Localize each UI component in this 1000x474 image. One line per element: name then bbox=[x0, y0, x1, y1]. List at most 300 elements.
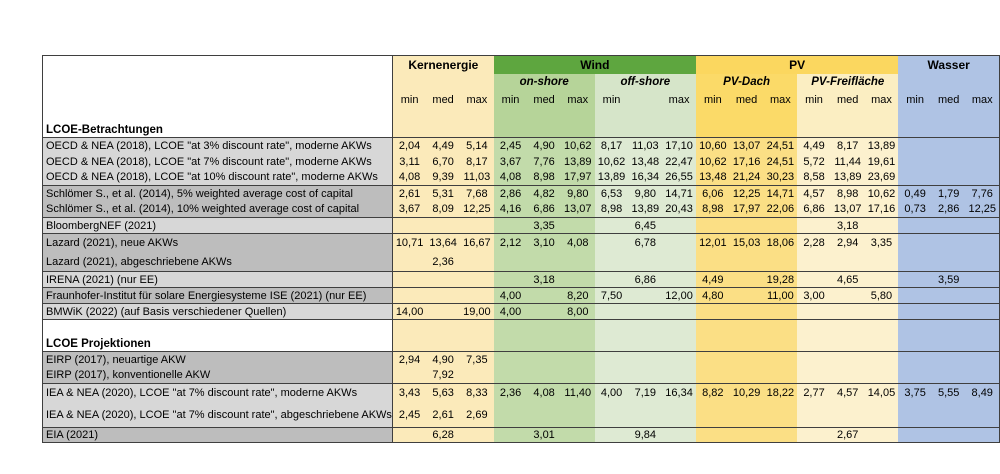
value-cell bbox=[595, 253, 629, 272]
row-label: Fraunhofer-Institut für solare Energiesysteme ISE (2021) (nur EE) bbox=[43, 288, 393, 304]
value-cell bbox=[662, 403, 696, 428]
table-row bbox=[43, 288, 1000, 304]
value-cell: 3,11 bbox=[392, 154, 426, 170]
value-cell: 0,73 bbox=[898, 202, 932, 218]
value-cell bbox=[730, 352, 764, 368]
value-cell: 14,71 bbox=[662, 186, 696, 202]
band-filler-cell bbox=[865, 336, 899, 352]
group-header-wind: Wind bbox=[494, 56, 696, 74]
value-cell bbox=[865, 352, 899, 368]
value-cell bbox=[392, 272, 426, 288]
row-label: Lazard (2021), neue AKWs bbox=[43, 234, 393, 253]
band-filler-cell bbox=[797, 109, 831, 138]
value-cell: 3,10 bbox=[527, 234, 561, 253]
value-cell: 8,58 bbox=[797, 170, 831, 186]
band-filler-cell bbox=[662, 336, 696, 352]
value-cell bbox=[898, 428, 932, 443]
table-row bbox=[43, 304, 1000, 320]
table-row bbox=[43, 138, 1000, 154]
value-cell: 4,08 bbox=[561, 234, 595, 253]
value-cell bbox=[865, 304, 899, 320]
value-cell: 18,22 bbox=[763, 384, 797, 403]
value-cell: 0,49 bbox=[898, 186, 932, 202]
value-cell bbox=[932, 352, 966, 368]
value-cell bbox=[662, 304, 696, 320]
value-cell: 6,86 bbox=[628, 272, 662, 288]
value-cell: 11,44 bbox=[831, 154, 865, 170]
band-filler-cell bbox=[797, 336, 831, 352]
measure-header: med bbox=[730, 91, 764, 109]
value-cell: 17,16 bbox=[730, 154, 764, 170]
value-cell: 17,97 bbox=[730, 202, 764, 218]
value-cell: 12,25 bbox=[460, 202, 494, 218]
value-cell: 7,19 bbox=[628, 384, 662, 403]
value-cell: 10,62 bbox=[696, 154, 730, 170]
value-cell bbox=[460, 368, 494, 384]
measure-header: max bbox=[561, 91, 595, 109]
value-cell bbox=[628, 368, 662, 384]
band-filler-cell bbox=[898, 336, 932, 352]
value-cell: 23,69 bbox=[865, 170, 899, 186]
value-cell bbox=[965, 304, 999, 320]
value-cell: 2,12 bbox=[494, 234, 528, 253]
value-cell: 3,67 bbox=[392, 202, 426, 218]
value-cell bbox=[797, 253, 831, 272]
value-cell: 16,34 bbox=[628, 170, 662, 186]
row-label: Schlömer S., et al. (2014), 10% weighted average cost of capital bbox=[43, 202, 393, 218]
value-cell bbox=[932, 138, 966, 154]
value-cell: 4,08 bbox=[494, 170, 528, 186]
value-cell: 11,40 bbox=[561, 384, 595, 403]
value-cell: 6,28 bbox=[426, 428, 460, 443]
value-cell bbox=[628, 352, 662, 368]
value-cell: 7,68 bbox=[460, 186, 494, 202]
value-cell: 15,03 bbox=[730, 234, 764, 253]
value-cell: 8,17 bbox=[595, 138, 629, 154]
value-cell: 24,51 bbox=[763, 138, 797, 154]
value-cell bbox=[561, 253, 595, 272]
value-cell: 6,86 bbox=[527, 202, 561, 218]
band-filler-cell bbox=[628, 109, 662, 138]
value-cell bbox=[965, 403, 999, 428]
value-cell: 8,20 bbox=[561, 288, 595, 304]
value-cell bbox=[595, 352, 629, 368]
table-row bbox=[43, 368, 1000, 384]
value-cell bbox=[730, 288, 764, 304]
value-cell: 2,69 bbox=[460, 403, 494, 428]
value-cell: 5,55 bbox=[932, 384, 966, 403]
value-cell: 5,14 bbox=[460, 138, 494, 154]
value-cell: 3,43 bbox=[392, 384, 426, 403]
value-cell: 2,04 bbox=[392, 138, 426, 154]
value-cell bbox=[662, 253, 696, 272]
table-row bbox=[43, 253, 1000, 272]
value-cell bbox=[561, 368, 595, 384]
value-cell bbox=[494, 368, 528, 384]
value-cell bbox=[730, 253, 764, 272]
value-cell bbox=[628, 253, 662, 272]
value-cell bbox=[527, 288, 561, 304]
value-cell bbox=[932, 154, 966, 170]
value-cell: 4,90 bbox=[527, 138, 561, 154]
value-cell: 2,28 bbox=[797, 234, 831, 253]
value-cell: 2,94 bbox=[831, 234, 865, 253]
value-cell bbox=[965, 272, 999, 288]
band-filler-cell bbox=[494, 320, 528, 336]
value-cell bbox=[696, 428, 730, 443]
value-cell: 13,07 bbox=[730, 138, 764, 154]
value-cell bbox=[730, 368, 764, 384]
value-cell bbox=[898, 218, 932, 234]
value-cell bbox=[730, 428, 764, 443]
value-cell: 8,98 bbox=[831, 186, 865, 202]
value-cell bbox=[865, 218, 899, 234]
value-cell: 17,16 bbox=[865, 202, 899, 218]
value-cell bbox=[561, 428, 595, 443]
value-cell: 19,00 bbox=[460, 304, 494, 320]
value-cell: 13,48 bbox=[696, 170, 730, 186]
value-cell bbox=[730, 272, 764, 288]
measure-header: min bbox=[595, 91, 629, 109]
value-cell: 13,07 bbox=[831, 202, 865, 218]
value-cell: 3,18 bbox=[527, 272, 561, 288]
value-cell: 18,06 bbox=[763, 234, 797, 253]
value-cell bbox=[494, 253, 528, 272]
value-cell bbox=[460, 428, 494, 443]
value-cell bbox=[932, 170, 966, 186]
value-cell bbox=[494, 218, 528, 234]
row-label: OECD & NEA (2018), LCOE "at 3% discount rate", moderne AKWs bbox=[43, 138, 393, 154]
band-filler-cell bbox=[932, 320, 966, 336]
value-cell: 10,60 bbox=[696, 138, 730, 154]
value-cell bbox=[494, 272, 528, 288]
section-row-betrachtungen bbox=[43, 109, 1000, 138]
value-cell bbox=[865, 272, 899, 288]
value-cell: 13,89 bbox=[595, 170, 629, 186]
value-cell bbox=[797, 403, 831, 428]
value-cell bbox=[898, 368, 932, 384]
value-cell bbox=[797, 428, 831, 443]
measure-header: med bbox=[426, 91, 460, 109]
band-filler-cell bbox=[527, 320, 561, 336]
value-cell: 14,05 bbox=[865, 384, 899, 403]
value-cell bbox=[494, 403, 528, 428]
table-header bbox=[43, 56, 1000, 138]
band-filler-cell bbox=[965, 336, 999, 352]
band-filler-cell bbox=[898, 320, 932, 336]
blank-label-cell bbox=[43, 320, 393, 336]
band-filler-cell bbox=[595, 109, 629, 138]
value-cell: 4,90 bbox=[426, 352, 460, 368]
value-cell: 2,61 bbox=[426, 403, 460, 428]
band-filler-cell bbox=[561, 109, 595, 138]
value-cell bbox=[392, 368, 426, 384]
band-filler-cell bbox=[932, 109, 966, 138]
band-filler-cell bbox=[460, 336, 494, 352]
band-filler-cell bbox=[763, 336, 797, 352]
value-cell: 2,45 bbox=[494, 138, 528, 154]
value-cell bbox=[662, 428, 696, 443]
value-cell: 16,34 bbox=[662, 384, 696, 403]
value-cell bbox=[797, 352, 831, 368]
value-cell bbox=[865, 368, 899, 384]
value-cell bbox=[831, 288, 865, 304]
value-cell: 9,80 bbox=[561, 186, 595, 202]
value-cell bbox=[527, 304, 561, 320]
value-cell: 3,67 bbox=[494, 154, 528, 170]
value-cell bbox=[460, 218, 494, 234]
value-cell bbox=[763, 368, 797, 384]
band-filler-cell bbox=[662, 109, 696, 138]
value-cell bbox=[898, 304, 932, 320]
value-cell bbox=[932, 428, 966, 443]
measure-header: med bbox=[527, 91, 561, 109]
value-cell: 13,89 bbox=[561, 154, 595, 170]
band-filler-cell bbox=[595, 336, 629, 352]
band-filler-cell bbox=[628, 336, 662, 352]
value-cell: 6,70 bbox=[426, 154, 460, 170]
value-cell: 30,23 bbox=[763, 170, 797, 186]
value-cell: 9,80 bbox=[628, 186, 662, 202]
value-cell bbox=[965, 253, 999, 272]
value-cell: 3,18 bbox=[831, 218, 865, 234]
header-corner bbox=[43, 56, 393, 74]
value-cell: 4,49 bbox=[426, 138, 460, 154]
table-row bbox=[43, 234, 1000, 253]
band-filler-cell bbox=[831, 320, 865, 336]
value-cell: 6,53 bbox=[595, 186, 629, 202]
band-filler-cell bbox=[696, 109, 730, 138]
value-cell bbox=[696, 403, 730, 428]
value-cell bbox=[595, 428, 629, 443]
value-cell: 4,08 bbox=[527, 384, 561, 403]
band-filler-cell bbox=[865, 109, 899, 138]
value-cell: 17,10 bbox=[662, 138, 696, 154]
band-filler-cell bbox=[426, 336, 460, 352]
value-cell bbox=[561, 218, 595, 234]
value-cell: 12,01 bbox=[696, 234, 730, 253]
value-cell: 2,45 bbox=[392, 403, 426, 428]
band-filler-cell bbox=[696, 320, 730, 336]
value-cell bbox=[561, 403, 595, 428]
value-cell bbox=[426, 288, 460, 304]
value-cell: 5,80 bbox=[865, 288, 899, 304]
value-cell bbox=[730, 218, 764, 234]
value-cell bbox=[965, 218, 999, 234]
value-cell: 3,75 bbox=[898, 384, 932, 403]
band-filler-cell bbox=[392, 109, 426, 138]
row-label: IEA & NEA (2020), LCOE "at 7% discount rate", abgeschriebene AKWs bbox=[43, 403, 393, 428]
band-filler-cell bbox=[527, 336, 561, 352]
value-cell: 8,98 bbox=[527, 170, 561, 186]
row-label: BMWiK (2022) (auf Basis verschiedener Quellen) bbox=[43, 304, 393, 320]
band-filler-cell bbox=[628, 320, 662, 336]
subgroup-header-frei: PV-Freifläche bbox=[797, 74, 898, 91]
value-cell bbox=[561, 352, 595, 368]
value-cell: 12,25 bbox=[965, 202, 999, 218]
value-cell: 2,61 bbox=[392, 186, 426, 202]
band-filler-cell bbox=[763, 109, 797, 138]
value-cell bbox=[527, 253, 561, 272]
table-row bbox=[43, 154, 1000, 170]
subgroup-header-kern-blank bbox=[392, 74, 493, 91]
group-header-row bbox=[43, 56, 1000, 74]
table-row bbox=[43, 186, 1000, 202]
value-cell: 10,71 bbox=[392, 234, 426, 253]
row-label: EIRP (2017), neuartige AKW bbox=[43, 352, 393, 368]
value-cell bbox=[527, 368, 561, 384]
value-cell: 8,98 bbox=[595, 202, 629, 218]
section-title: LCOE-Betrachtungen bbox=[43, 109, 393, 138]
value-cell: 4,00 bbox=[494, 304, 528, 320]
value-cell bbox=[932, 253, 966, 272]
value-cell: 8,17 bbox=[460, 154, 494, 170]
band-filler-cell bbox=[460, 109, 494, 138]
value-cell bbox=[696, 304, 730, 320]
band-filler-cell bbox=[730, 320, 764, 336]
group-header-wasser: Wasser bbox=[898, 56, 999, 74]
value-cell: 9,84 bbox=[628, 428, 662, 443]
band-filler-cell bbox=[561, 320, 595, 336]
value-cell bbox=[460, 288, 494, 304]
value-cell bbox=[797, 304, 831, 320]
value-cell bbox=[628, 403, 662, 428]
value-cell bbox=[392, 428, 426, 443]
value-cell: 3,01 bbox=[527, 428, 561, 443]
measure-header: min bbox=[797, 91, 831, 109]
value-cell bbox=[763, 304, 797, 320]
value-cell: 20,43 bbox=[662, 202, 696, 218]
band-filler-cell bbox=[426, 109, 460, 138]
group-header-kern: Kernenergie bbox=[392, 56, 493, 74]
value-cell bbox=[662, 234, 696, 253]
value-cell: 26,55 bbox=[662, 170, 696, 186]
value-cell bbox=[831, 352, 865, 368]
table-row bbox=[43, 352, 1000, 368]
measure-header: med bbox=[932, 91, 966, 109]
band-filler-cell bbox=[898, 109, 932, 138]
value-cell bbox=[898, 352, 932, 368]
value-cell bbox=[696, 218, 730, 234]
table-row bbox=[43, 428, 1000, 443]
value-cell: 12,00 bbox=[662, 288, 696, 304]
value-cell: 4,57 bbox=[797, 186, 831, 202]
table-row bbox=[43, 170, 1000, 186]
measure-header: max bbox=[865, 91, 899, 109]
value-cell bbox=[932, 368, 966, 384]
value-cell: 14,00 bbox=[392, 304, 426, 320]
value-cell bbox=[696, 253, 730, 272]
value-cell bbox=[898, 253, 932, 272]
value-cell bbox=[662, 218, 696, 234]
band-filler-cell bbox=[865, 320, 899, 336]
value-cell bbox=[898, 272, 932, 288]
value-cell: 21,24 bbox=[730, 170, 764, 186]
table-row bbox=[43, 202, 1000, 218]
value-cell bbox=[763, 218, 797, 234]
value-cell bbox=[865, 253, 899, 272]
table-row bbox=[43, 384, 1000, 403]
value-cell: 13,89 bbox=[831, 170, 865, 186]
band-filler-cell bbox=[662, 320, 696, 336]
value-cell bbox=[595, 368, 629, 384]
value-cell: 2,94 bbox=[392, 352, 426, 368]
value-cell bbox=[662, 368, 696, 384]
value-cell bbox=[932, 234, 966, 253]
value-cell: 5,63 bbox=[426, 384, 460, 403]
value-cell: 7,76 bbox=[965, 186, 999, 202]
value-cell: 7,92 bbox=[426, 368, 460, 384]
value-cell: 4,00 bbox=[595, 384, 629, 403]
value-cell bbox=[494, 352, 528, 368]
value-cell: 4,49 bbox=[797, 138, 831, 154]
value-cell bbox=[932, 304, 966, 320]
measure-header: max bbox=[460, 91, 494, 109]
value-cell: 22,06 bbox=[763, 202, 797, 218]
value-cell: 4,00 bbox=[494, 288, 528, 304]
row-label: IRENA (2021) (nur EE) bbox=[43, 272, 393, 288]
value-cell: 2,36 bbox=[426, 253, 460, 272]
value-cell bbox=[763, 403, 797, 428]
value-cell: 24,51 bbox=[763, 154, 797, 170]
value-cell: 19,61 bbox=[865, 154, 899, 170]
value-cell: 8,98 bbox=[696, 202, 730, 218]
value-cell: 8,00 bbox=[561, 304, 595, 320]
measure-header bbox=[628, 91, 662, 109]
value-cell bbox=[965, 288, 999, 304]
measure-header: max bbox=[965, 91, 999, 109]
value-cell bbox=[392, 253, 426, 272]
measure-header: min bbox=[898, 91, 932, 109]
value-cell: 1,79 bbox=[932, 186, 966, 202]
value-cell bbox=[797, 218, 831, 234]
value-cell bbox=[831, 304, 865, 320]
value-cell bbox=[460, 253, 494, 272]
value-cell: 11,03 bbox=[460, 170, 494, 186]
value-cell bbox=[797, 272, 831, 288]
band-filler-cell bbox=[763, 320, 797, 336]
row-label: EIRP (2017), konventionelle AKW bbox=[43, 368, 393, 384]
band-filler-cell bbox=[965, 109, 999, 138]
section-row-projektionen bbox=[43, 336, 1000, 352]
value-cell: 17,97 bbox=[561, 170, 595, 186]
value-cell: 13,48 bbox=[628, 154, 662, 170]
band-filler-cell bbox=[595, 320, 629, 336]
value-cell bbox=[932, 288, 966, 304]
value-cell bbox=[763, 352, 797, 368]
value-cell: 10,62 bbox=[865, 186, 899, 202]
value-cell: 4,49 bbox=[696, 272, 730, 288]
value-cell bbox=[763, 253, 797, 272]
value-cell bbox=[965, 368, 999, 384]
row-label: BloombergNEF (2021) bbox=[43, 218, 393, 234]
measure-header: min bbox=[494, 91, 528, 109]
value-cell: 10,62 bbox=[595, 154, 629, 170]
value-cell bbox=[426, 304, 460, 320]
value-cell: 12,25 bbox=[730, 186, 764, 202]
value-cell bbox=[426, 272, 460, 288]
band-filler-cell bbox=[392, 336, 426, 352]
value-cell bbox=[965, 154, 999, 170]
measure-header: max bbox=[763, 91, 797, 109]
value-cell: 3,00 bbox=[797, 288, 831, 304]
band-filler-cell bbox=[527, 109, 561, 138]
band-filler-cell bbox=[426, 320, 460, 336]
table-body bbox=[43, 138, 1000, 443]
value-cell: 4,57 bbox=[831, 384, 865, 403]
value-cell bbox=[965, 428, 999, 443]
row-label: OECD & NEA (2018), LCOE "at 7% discount rate", moderne AKWs bbox=[43, 154, 393, 170]
